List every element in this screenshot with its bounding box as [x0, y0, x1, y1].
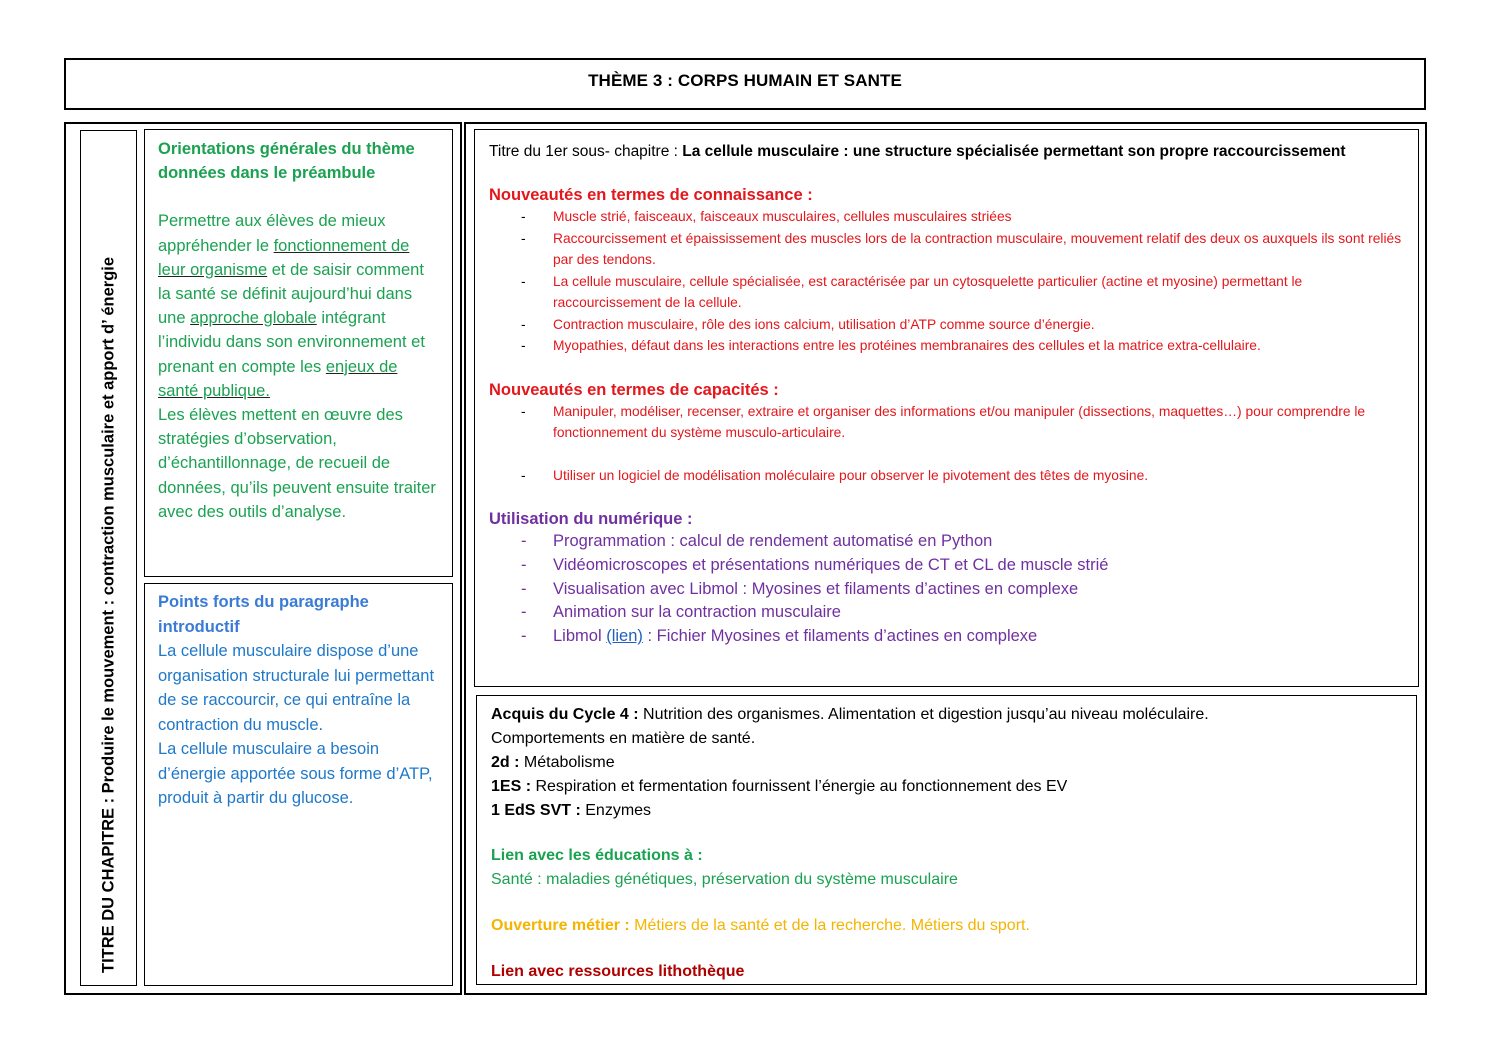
dash-bullet-icon: - — [521, 603, 527, 622]
list-item — [489, 578, 1404, 602]
list-item-text: Contraction musculaire, rôle des ions calcium, utilisation d’ATP comme source d’énergie. — [553, 316, 1095, 332]
list-item — [489, 465, 1404, 487]
list-item-text: Libmol — [553, 627, 607, 646]
chapter-title: TITRE DU CHAPITRE : Produire le mouvement : contraction musculaire et apport d’ énergie — [99, 256, 117, 973]
ouverture-metier-text: Métiers de la santé et de la recherche. Métiers du sport. — [634, 917, 1030, 934]
numerique-heading: Utilisation du numérique : — [489, 510, 693, 528]
dash-bullet-icon: - — [521, 230, 526, 246]
list-item — [489, 554, 1404, 578]
acquis-seconde-label: 2d : — [491, 754, 524, 771]
subchapter-label: Titre du 1er sous- chapitre : — [489, 143, 683, 160]
points-forts-paragraph-1: La cellule musculaire dispose d’une organisation structurale lui permettant de se raccourcir, ce qui entraîne la contraction du muscle. — [158, 642, 435, 734]
numerique-list — [489, 530, 1404, 649]
capacites-heading: Nouveautés en termes de capacités : — [489, 380, 779, 399]
acquis-seconde — [491, 751, 1402, 775]
education-heading: Lien avec les éducations à : — [491, 847, 703, 864]
points-forts-box — [144, 583, 453, 986]
dash-bullet-icon: - — [521, 316, 526, 332]
underlined-phrase: enjeux de santé publique. — [158, 357, 398, 400]
subchapter-title: La cellule musculaire : une structure spécialisée permettant son propre raccourcissement — [682, 143, 1346, 160]
list-item — [489, 601, 1404, 625]
acquis-cycle4-text-2: Comportements en matière de santé. — [491, 730, 756, 747]
ouverture-metier — [491, 914, 1402, 938]
list-item — [489, 271, 1404, 314]
subchapter-title-line — [489, 140, 1404, 164]
education-text: Santé : maladies génétiques, préservation du système musculaire — [491, 871, 958, 888]
list-item — [489, 228, 1404, 271]
acquis-eds — [491, 799, 1402, 823]
acquis-cycle4-label: Acquis du Cycle 4 : — [491, 706, 644, 723]
orientations-paragraph-2: Les élèves mettent en œuvre des stratégies d’observation, d’échantillonnage, de recueil de données, qu’ils peuvent ensuite traiter avec des outils d’analyse. — [158, 406, 436, 521]
acquis-box — [476, 695, 1417, 985]
acquis-cycle4 — [491, 703, 1402, 727]
list-item — [489, 335, 1404, 357]
dash-bullet-icon: - — [521, 555, 527, 574]
list-item — [489, 206, 1404, 228]
text: intégrant l’individu dans son environnement et prenant en compte les — [158, 309, 425, 376]
list-item-text: Vidéomicroscopes et présentations numériques de CT et CL de muscle strié — [553, 555, 1109, 574]
libmol-link[interactable]: (lien) — [606, 627, 643, 646]
list-item-text: Visualisation avec Libmol : Myosines et filaments d’actines en complexe — [553, 579, 1079, 598]
dash-bullet-icon: - — [521, 579, 527, 598]
acquis-cycle4-text: Nutrition des organismes. Alimentation et digestion jusqu’au niveau moléculaire. — [643, 706, 1209, 723]
list-item-text: Raccourcissement et épaississement des muscles lors de la contraction musculaire, mouvement relatif des deux os auxquels ils sont reliés par des tendons. — [553, 230, 1402, 267]
text: et de saisir comment la santé se définit aujourd’hui dans une — [158, 260, 424, 328]
list-item-text: Utiliser un logiciel de modélisation moléculaire pour observer le pivotement des têtes de myosine. — [553, 467, 1149, 483]
points-forts-paragraph-2: La cellule musculaire a besoin d’énergie apportée sous forme d’ATP, produit à partir du glucose. — [158, 740, 433, 807]
acquis-eds-label: 1 EdS SVT : — [491, 802, 586, 819]
list-item-text: Manipuler, modéliser, recenser, extraire et organiser des informations et/ou manipuler (dissections, maquettes…) pour comprendre le fonctionnement du système musculo-articulaire. — [553, 403, 1366, 440]
chapter-title-box — [80, 130, 137, 986]
acquis-eds-text: Enzymes — [585, 802, 652, 819]
dash-bullet-icon: - — [521, 209, 526, 224]
points-forts-heading: Points forts du paragraphe introductif — [158, 593, 369, 636]
capacites-list — [489, 401, 1404, 487]
list-item — [489, 530, 1404, 554]
list-item-text: La cellule musculaire, cellule spécialisée, est caractérisée par un cytosquelette particulier (actine et myosine) permettant le raccourcissement de la cellule. — [553, 273, 1303, 310]
list-item — [489, 314, 1404, 336]
list-item-text: Animation sur la contraction musculaire — [553, 603, 841, 622]
dash-bullet-icon: - — [521, 338, 526, 353]
connaissance-heading: Nouveautés en termes de connaissance : — [489, 186, 813, 204]
dash-bullet-icon: - — [521, 627, 527, 646]
connaissance-list — [489, 206, 1404, 357]
ouverture-metier-label: Ouverture métier : — [491, 917, 635, 934]
acquis-seconde-text: Métabolisme — [523, 754, 615, 771]
dash-bullet-icon: - — [521, 273, 526, 289]
list-item — [489, 401, 1404, 444]
underlined-phrase: fonctionnement de leur organisme — [158, 236, 410, 279]
theme-title-box — [64, 58, 1426, 110]
subchapter-box — [474, 129, 1419, 687]
lithotheque-heading: Lien avec ressources lithothèque — [491, 963, 745, 980]
list-item — [489, 625, 1404, 649]
list-item-text: Myopathies, défaut dans les interactions entre les protéines membranaires des cellules et la matrice extra-cellulaire. — [553, 338, 1261, 353]
list-item-text: : Fichier Myosines et filaments d’actines en complexe — [642, 627, 1038, 646]
dash-bullet-icon: - — [521, 403, 526, 419]
list-item-text: Muscle strié, faisceaux, faisceaux musculaires, cellules musculaires striées — [553, 209, 1012, 224]
theme-title: THÈME 3 : CORPS HUMAIN ET SANTE — [588, 71, 902, 90]
dash-bullet-icon: - — [521, 532, 527, 550]
acquis-1es-label: 1ES : — [491, 778, 536, 795]
underlined-phrase: approche globale — [190, 309, 317, 328]
acquis-1es — [491, 775, 1402, 799]
text: Permettre aux élèves de mieux appréhender le — [158, 212, 386, 255]
orientations-paragraph-1 — [158, 209, 440, 403]
orientations-box — [144, 129, 453, 577]
list-item-text: Programmation : calcul de rendement automatisé en Python — [553, 532, 993, 550]
acquis-1es-text: Respiration et fermentation fournissent l’énergie au fonctionnement des EV — [535, 778, 1068, 795]
dash-bullet-icon: - — [521, 467, 526, 483]
orientations-heading: Orientations générales du thème données dans le préambule — [158, 140, 415, 183]
